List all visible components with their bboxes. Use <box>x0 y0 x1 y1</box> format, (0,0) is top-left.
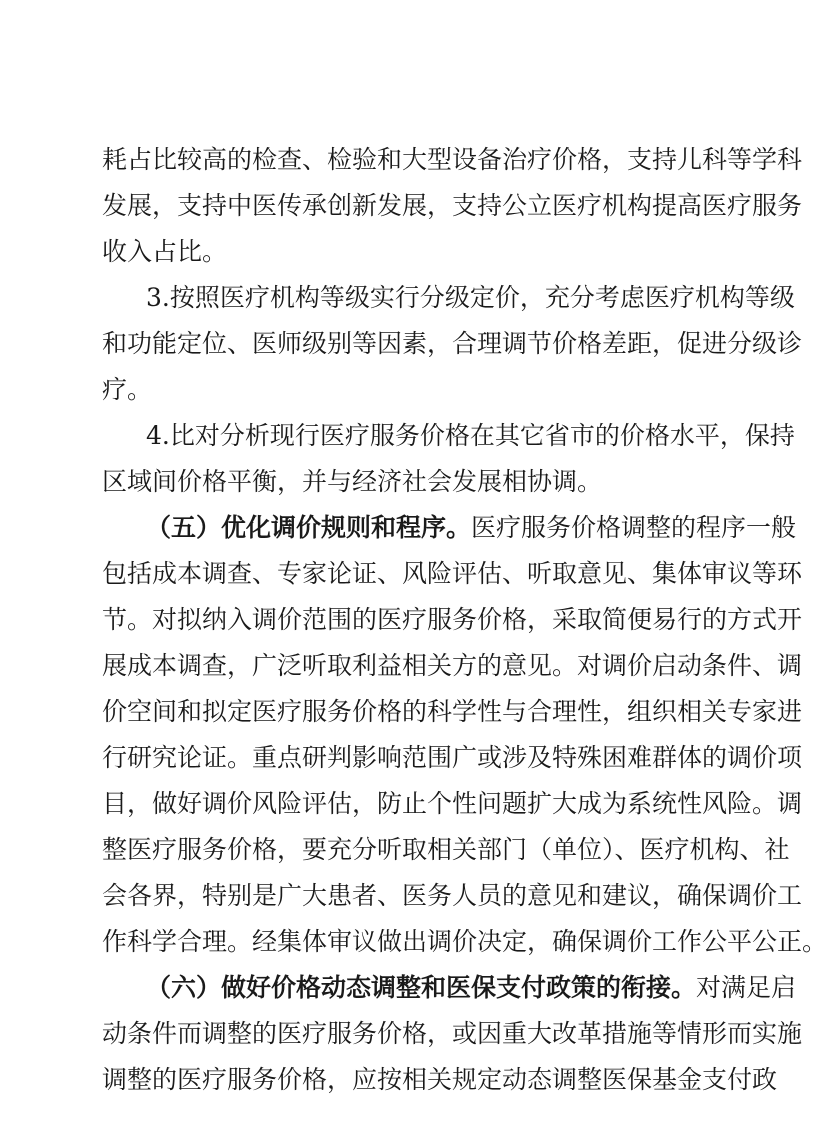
body-text-line: 价空间和拟定医疗服务价格的科学性与合理性，组织相关专家进 <box>102 697 803 726</box>
body-text-line: 整医疗服务价格，要充分听取相关部门（单位）、医疗机构、社 <box>102 835 790 864</box>
body-text-line: 展成本调查，广泛听取利益相关方的意见。对调价启动条件、调 <box>102 651 803 680</box>
section-heading: （五）优化调价规则和程序。 <box>146 513 472 542</box>
body-text-line: 疗。 <box>102 375 153 404</box>
body-text: 对满足启 <box>696 973 797 1002</box>
body-text-line: 目，做好调价风险评估，防止个性问题扩大成为系统性风险。调 <box>102 789 803 818</box>
body-text-line: 动条件而调整的医疗服务价格，或因重大改革措施等情形而实施 <box>102 1019 803 1048</box>
body-text-line: 节。对拟纳入调价范围的医疗服务价格，采取简便易行的方式开 <box>102 605 803 634</box>
section-heading-line <box>146 508 797 548</box>
body-text-line: 3.按照医疗机构等级实行分级定价，充分考虑医疗机构等级 <box>146 283 795 312</box>
body-text-line: 耗占比较高的检查、检验和大型设备治疗价格，支持儿科等学科 <box>102 145 803 174</box>
body-text-line: 作科学合理。经集体审议做出调价决定，确保调价工作公平公正。 <box>102 927 827 956</box>
body-text-line: 收入占比。 <box>102 237 228 266</box>
section-heading-line <box>146 968 797 1008</box>
section-heading: （六）做好价格动态调整和医保支付政策的衔接。 <box>146 973 697 1002</box>
body-text-line: 行研究论证。重点研判影响范围广或涉及特殊困难群体的调价项 <box>102 743 803 772</box>
body-text: 医疗服务价格调整的程序一般 <box>471 513 797 542</box>
body-text-line: 包括成本调查、专家论证、风险评估、听取意见、集体审议等环 <box>102 559 803 588</box>
body-text-line: 发展，支持中医传承创新发展，支持公立医疗机构提高医疗服务 <box>102 191 803 220</box>
body-text-line: 区域间价格平衡，并与经济社会发展相协调。 <box>102 467 603 496</box>
body-text-line: 会各界，特别是广大患者、医务人员的意见和建议，确保调价工 <box>102 881 803 910</box>
body-text-line: 调整的医疗服务价格，应按相关规定动态调整医保基金支付政 <box>102 1065 778 1094</box>
body-text-line: 和功能定位、医师级别等因素，合理调节价格差距，促进分级诊 <box>102 329 803 358</box>
body-text-line: 4.比对分析现行医疗服务价格在其它省市的价格水平，保持 <box>146 421 795 450</box>
